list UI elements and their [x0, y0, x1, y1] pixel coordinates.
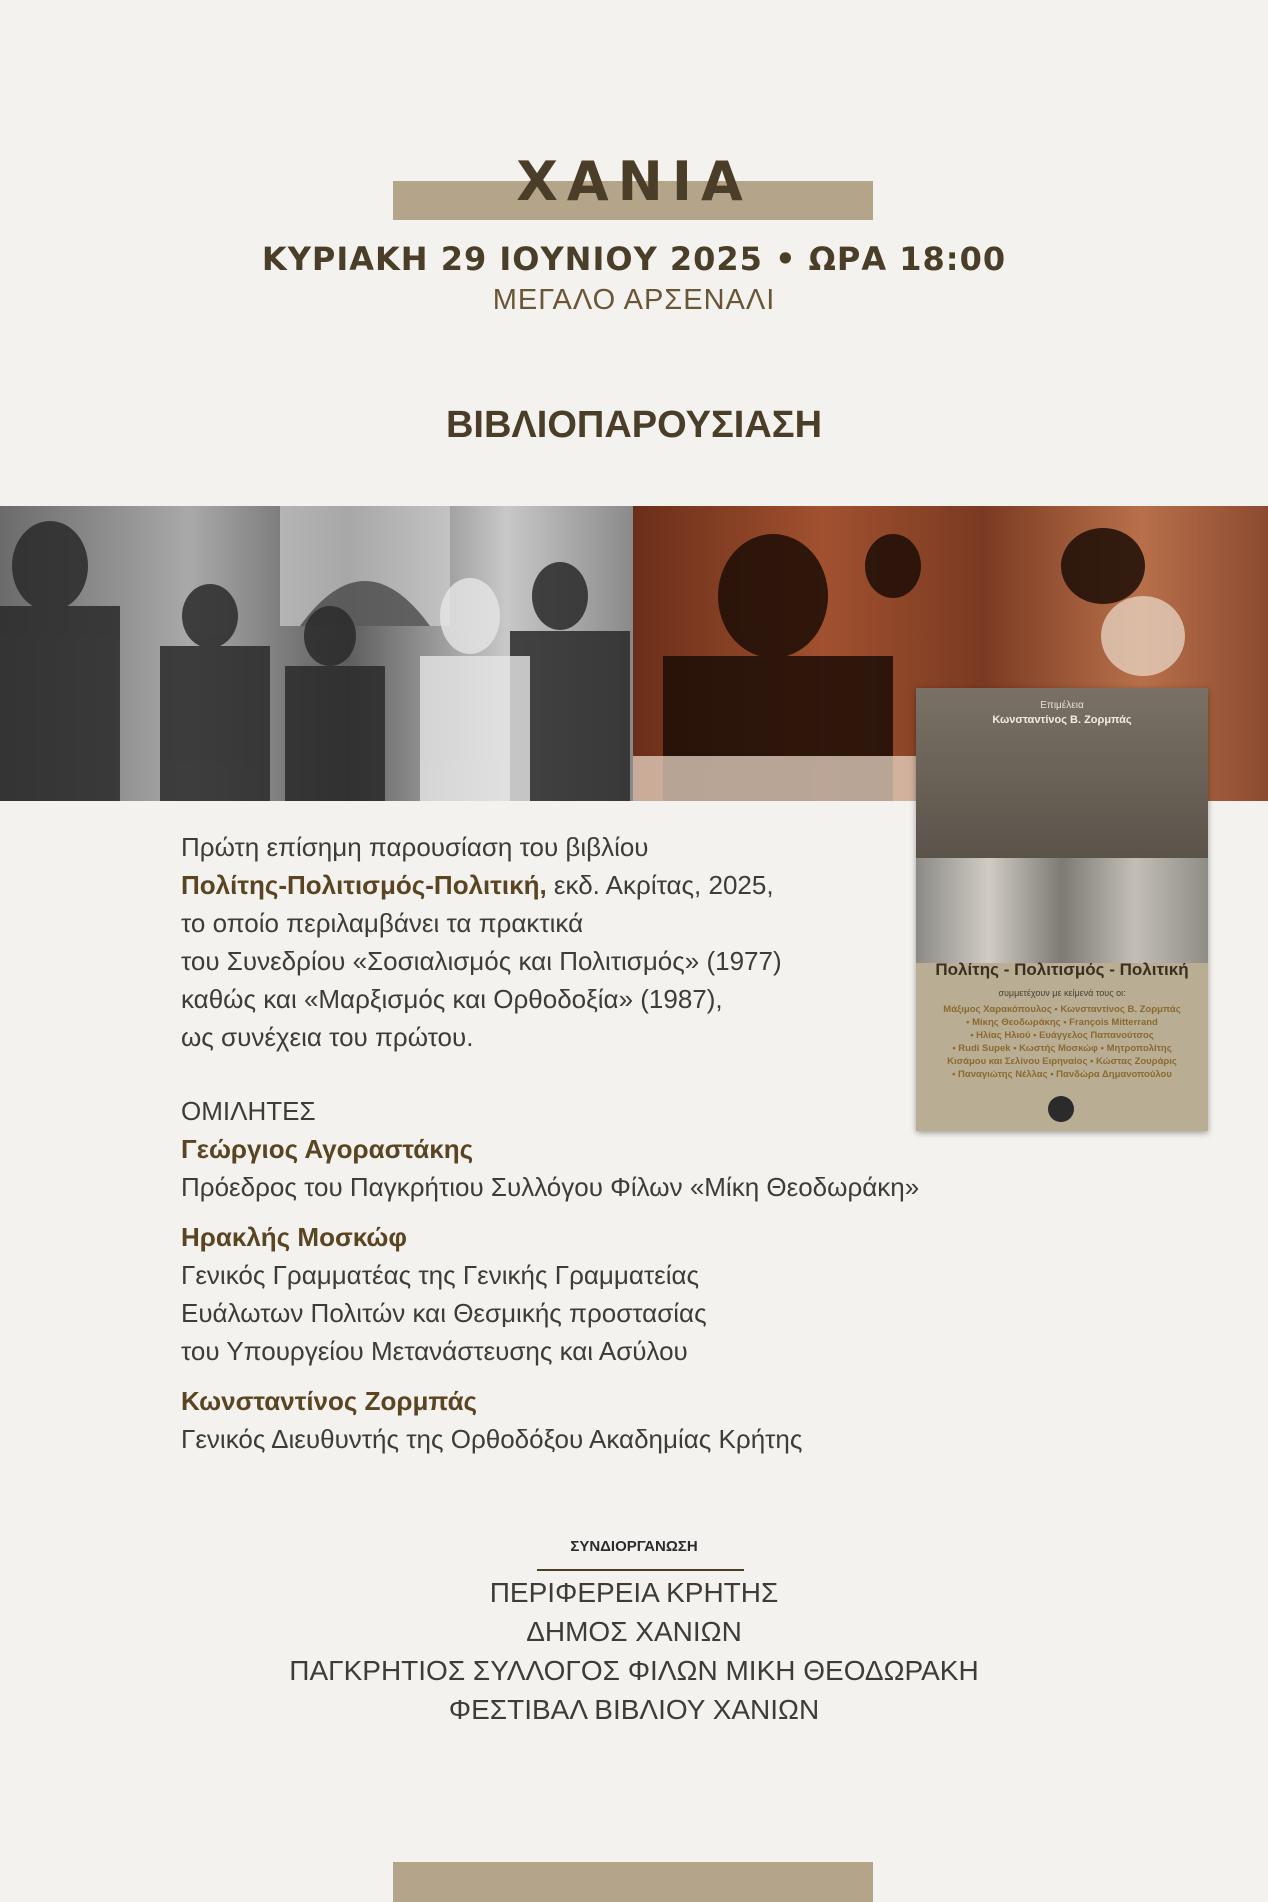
book-contributors — [926, 1003, 1198, 1081]
organizer-item: ΠΕΡΙΦΕΡΕΙΑ ΚΡΗΤΗΣ — [489, 1577, 779, 1608]
event-venue: ΜΕΓΑΛΟ ΑΡΣΕΝΑΛΙ — [492, 284, 776, 316]
speaker-role: Γενικός Διευθυντής της Ορθοδόξου Ακαδημίας Κρήτης — [181, 1424, 803, 1454]
speaker-role: Ευάλωτων Πολιτών και Θεσμικής προστασίας — [181, 1298, 707, 1328]
contributor-line: Κισάμου και Σελίνου Ειρηναίος • Κώστας Ζουράρις — [947, 1056, 1177, 1067]
description-line: Πρώτη επίσημη παρουσίαση του βιβλίου — [181, 832, 649, 862]
event-date-time: ΚΥΡΙΑΚΗ 29 ΙΟΥΝΙΟΥ 2025 • ΩΡΑ 18:00 — [261, 240, 1007, 278]
historic-photo-bw — [0, 506, 633, 801]
co-organization-divider — [537, 1569, 744, 1571]
organizer-item: ΠΑΓΚΡΗΤΙΟΣ ΣΥΛΛΟΓΟΣ ΦΙΛΩΝ ΜΙΚΗ ΘΕΟΔΩΡΑΚΗ — [289, 1655, 979, 1686]
organizers-list — [0, 1573, 1268, 1729]
description-line: του Συνεδρίου «Σοσιαλισμός και Πολιτισμός» (1977) — [181, 946, 782, 976]
speakers-section — [181, 1092, 1101, 1458]
speaker-role: Πρόεδρος του Παγκρήτιου Συλλόγου Φίλων «Μίκη Θεοδωράκη» — [181, 1172, 920, 1202]
description-paragraph — [181, 828, 921, 1056]
description-line: το οποίο περιλαμβάνει τα πρακτικά — [181, 908, 584, 938]
description-line: Πολίτης-Πολιτισμός-Πολιτική, εκδ. Ακρίτας, 2025, — [181, 870, 774, 900]
book-cover-title: Πολίτης - Πολιτισμός - Πολιτική — [935, 960, 1189, 979]
speaker-role: του Υπουργείου Μετανάστευσης και Ασύλου — [181, 1336, 688, 1366]
book-editor-label: Επιμέλεια — [1040, 700, 1084, 711]
speaker-name: Ηρακλής Μοσκώφ — [181, 1222, 407, 1252]
bottom-decorative-band — [393, 1862, 873, 1902]
organizer-item: ΔΗΜΟΣ ΧΑΝΙΩΝ — [526, 1616, 742, 1647]
book-cover-conference-photo — [916, 858, 1208, 963]
co-organization-label: ΣΥΝΔΙΟΡΓΑΝΩΣΗ — [570, 1538, 698, 1555]
contributor-line: • Ηλίας Ηλιού • Ευάγγελος Παπανούτσος — [970, 1030, 1154, 1041]
book-editor-name: Κωνσταντίνος Β. Ζορμπάς — [992, 714, 1132, 726]
contributor-line: • Παναγιώτης Νέλλας • Πανδώρα Δημανοπούλου — [952, 1069, 1172, 1080]
speaker-role: Γενικός Γραμματέας της Γενικής Γραμματείας — [181, 1260, 700, 1290]
speakers-heading: ΟΜΙΛΗΤΕΣ — [181, 1096, 316, 1126]
speaker-name: Κωνσταντίνος Ζορμπάς — [181, 1386, 478, 1416]
contributor-line: • Rudi Supek • Κωστής Μοσκώφ • Μητροπολίτης — [952, 1043, 1172, 1054]
book-cover — [916, 688, 1208, 1131]
contributor-line: • Μίκης Θεοδωράκης • François Mitterrand — [966, 1017, 1158, 1028]
section-title: ΒΙΒΛΙΟΠΑΡΟΥΣΙΑΣΗ — [445, 404, 823, 446]
organizer-item: ΦΕΣΤΙΒΑΛ ΒΙΒΛΙΟΥ ΧΑΝΙΩΝ — [448, 1694, 820, 1725]
book-cover-subtitle: συμμετέχουν με κείμενά τους οι: — [998, 988, 1126, 998]
city-title: ΧΑΝΙΑ — [516, 150, 752, 213]
book-title-highlight: Πολίτης-Πολιτισμός-Πολιτική, — [181, 870, 547, 900]
speaker-name: Γεώργιος Αγοραστάκης — [181, 1134, 474, 1164]
contributor-line: Μάξιμος Χαρακόπουλος • Κωνσταντίνος Β. Ζορμπάς — [943, 1004, 1181, 1015]
description-line: καθώς και «Μαρξισμός και Ορθοδοξία» (1987), — [181, 984, 723, 1014]
description-line: ως συνέχεια του πρώτου. — [181, 1022, 474, 1052]
